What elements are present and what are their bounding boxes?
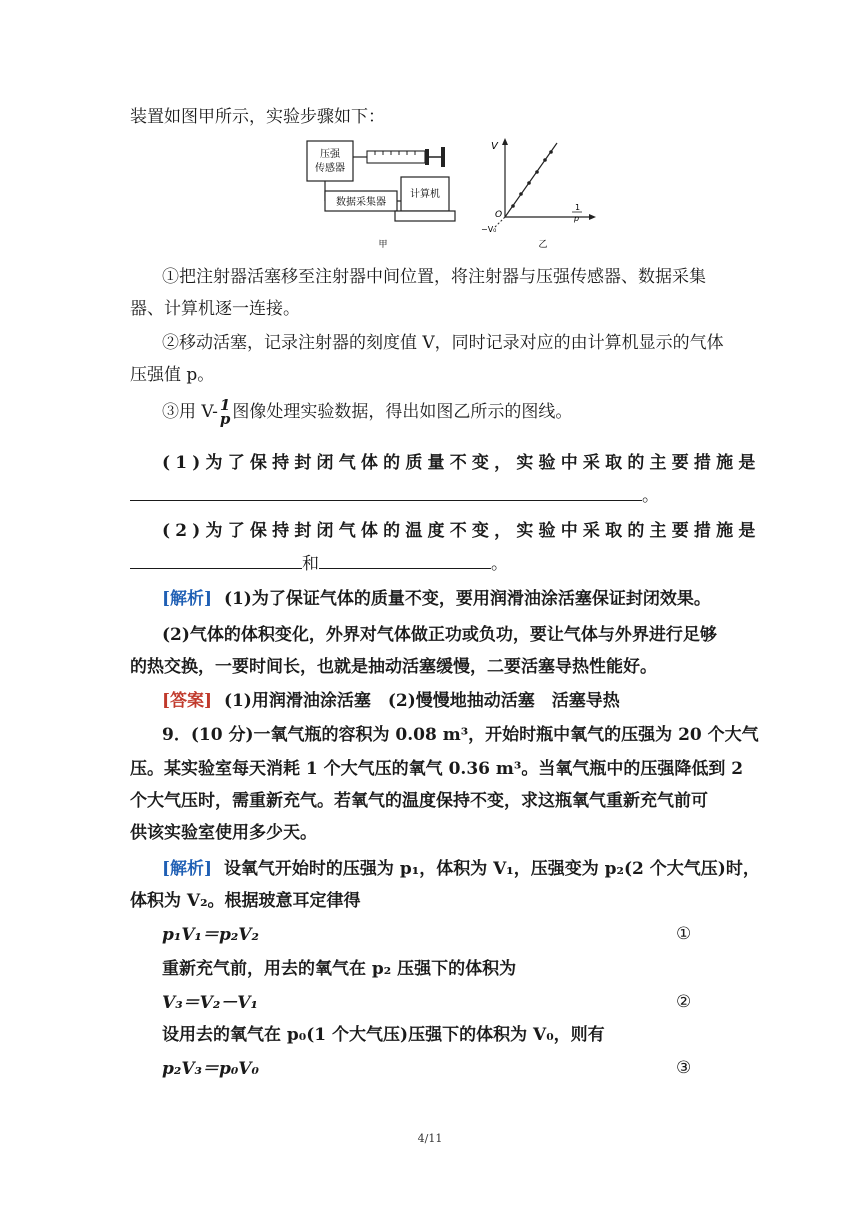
- q2-mid: 和: [302, 554, 319, 574]
- caption-jia: 甲: [378, 240, 388, 250]
- q1-blank[interactable]: [130, 484, 642, 501]
- step-2a: ②移动活塞，记录注射器的刻度值 V，同时记录对应的由计算机显示的气体: [162, 333, 724, 353]
- step-2b: 压强值 p。: [130, 365, 215, 385]
- problem-9-line-3: 个大气压时，需重新充气。若氧气的温度保持不变，求这瓶氧气重新充气前可: [130, 791, 708, 811]
- collector-label: 数据采集器: [336, 197, 386, 208]
- step-1a: ①把注射器活塞移至注射器中间位置，将注射器与压强传感器、数据采集: [162, 267, 706, 287]
- question-2-answer-line: [130, 552, 508, 575]
- step-3-post: 图像处理实验数据，得出如图乙所示的图线。: [232, 402, 573, 422]
- origin-label: O: [495, 210, 503, 220]
- analysis-1-text: (1)为了保证气体的质量不变，要用润滑油涂活塞保证封闭效果。: [223, 589, 711, 609]
- answer-tag: [答案]: [162, 691, 213, 711]
- q2-blank-1[interactable]: [130, 552, 302, 569]
- page-number: 4/11: [417, 1132, 443, 1145]
- analysis-1-line-2: (2)气体的体积变化，外界对气体做正功或负功，要让气体与外界进行足够: [162, 625, 717, 645]
- analysis-9-text: 设氧气开始时的压强为 p₁，体积为 V₁，压强变为 p₂(2 个大气压)时，: [223, 859, 760, 879]
- step-1b: 器、计算机逐一连接。: [130, 299, 300, 319]
- analysis-9-tag: [解析]: [162, 859, 213, 879]
- x-axis-den: p: [574, 214, 580, 223]
- question-2: (2)为了保持封闭气体的温度不变，实验中采取的主要措施是: [162, 521, 761, 541]
- q2-end: 。: [491, 554, 508, 574]
- sensor-label-1: 压强: [320, 149, 340, 160]
- problem-9-line-1: 9．(10 分)一氧气瓶的容积为 0.08 m³，开始时瓶中氧气的压强为 20 个大气: [162, 725, 759, 745]
- problem-9-line-4: 供该实验室使用多少天。: [130, 823, 317, 843]
- question-1-answer-line: [130, 484, 659, 507]
- apparatus-figure: [295, 135, 605, 255]
- analysis-1-line-1: [162, 588, 711, 610]
- answer-1: [162, 690, 620, 712]
- equation-3-number: ③: [676, 1058, 692, 1078]
- analysis-1-line-3: 的热交换，一要时间长，也就是抽动活塞缓慢，二要活塞导热性能好。: [130, 657, 657, 677]
- intro-line: 装置如图甲所示，实验步骤如下：: [130, 107, 385, 127]
- apparatus-diagram: [307, 141, 455, 250]
- step-3: [162, 398, 572, 438]
- step-3-pre: ③用 V-: [162, 402, 218, 422]
- problem-9-line-2: 压。某实验室每天消耗 1 个大气压的氧气 0.36 m³。当氧气瓶中的压强降低到 2: [130, 759, 744, 779]
- question-1: (1)为了保持封闭气体的质量不变，实验中采取的主要措施是: [162, 453, 761, 473]
- q2-blank-2[interactable]: [319, 552, 491, 569]
- sensor-label-2: 传感器: [315, 163, 345, 174]
- fraction-den: p: [219, 410, 231, 428]
- equation-3: p₂V₃＝p₀V₀: [162, 1059, 259, 1079]
- x-axis-num: 1: [575, 203, 581, 212]
- caption-yi: 乙: [538, 240, 548, 250]
- y-axis-label: V: [491, 141, 498, 152]
- q1-end: 。: [642, 486, 659, 506]
- answer-1-text: (1)用润滑油涂活塞 (2)慢慢地抽动活塞 活塞导热: [223, 691, 620, 711]
- computer-label: 计算机: [410, 189, 440, 200]
- analysis-9-line-4: 设用去的氧气在 p₀(1 个大气压)压强下的体积为 V₀，则有: [162, 1025, 605, 1045]
- v-vs-inverse-p-graph: [481, 138, 596, 250]
- neg-v0-label: −V₀: [481, 225, 497, 234]
- equation-1: p₁V₁＝p₂V₂: [162, 925, 259, 945]
- syringe: [353, 147, 445, 167]
- fraction-num: 1: [219, 396, 231, 414]
- equation-2: V₃＝V₂－V₁: [162, 993, 258, 1013]
- analysis-9-line-1: [162, 858, 760, 880]
- inverse-p-fraction: [220, 398, 231, 426]
- analysis-9-line-3: 重新充气前，用去的氧气在 p₂ 压强下的体积为: [162, 959, 517, 979]
- analysis-tag: [解析]: [162, 589, 213, 609]
- equation-2-number: ②: [676, 992, 692, 1012]
- analysis-9-line-2: 体积为 V₂。根据玻意耳定律得: [130, 891, 361, 911]
- equation-1-number: ①: [676, 924, 692, 944]
